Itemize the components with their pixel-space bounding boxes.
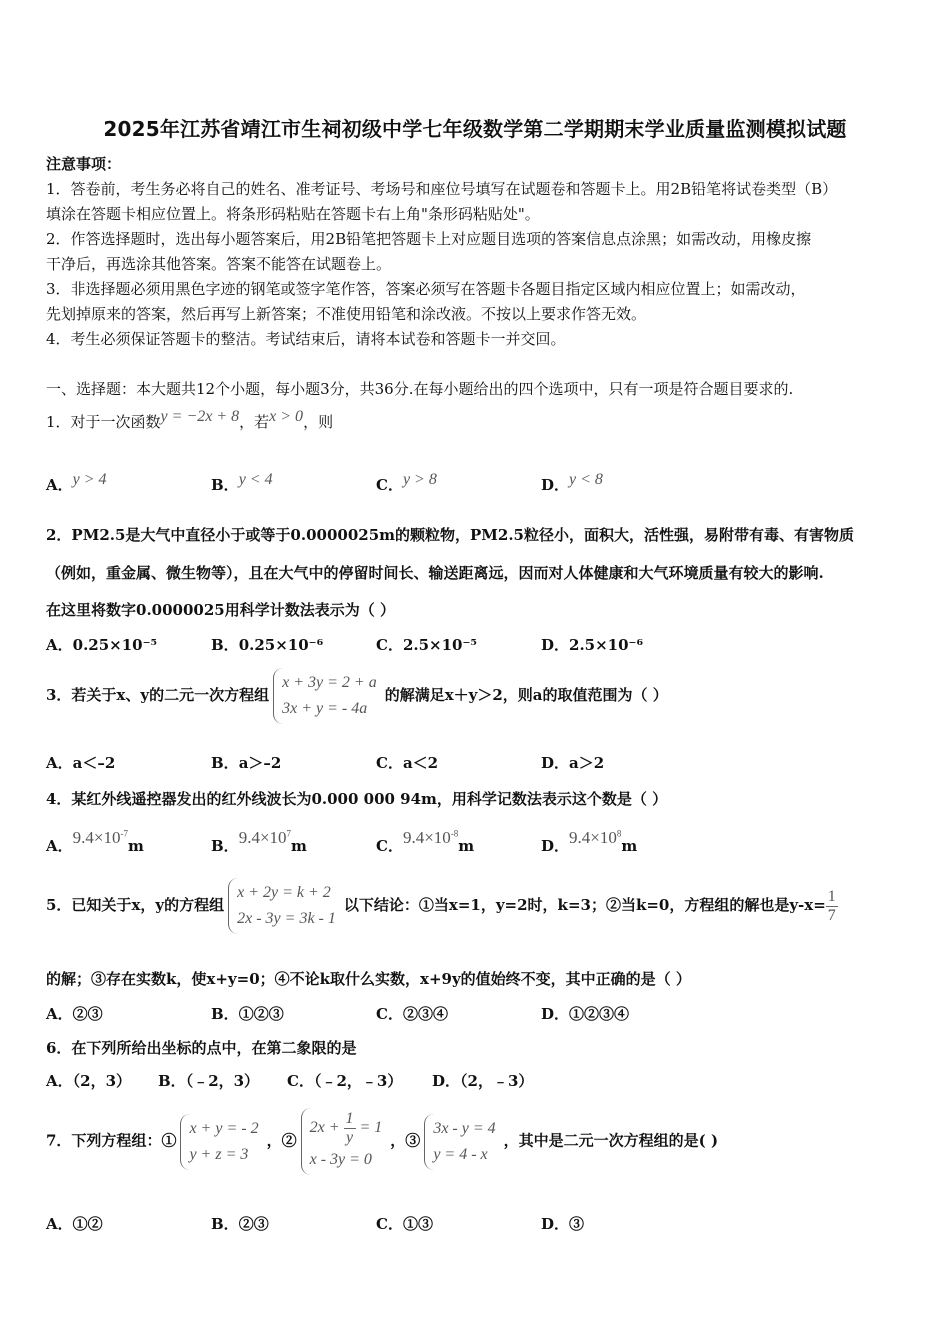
q2-line: 在这里将数字0.0000025用科学计数法表示为（ ） — [46, 601, 395, 619]
notice-line: 干净后，再选涂其他答案。答案不能答在试题卷上。 — [46, 255, 392, 273]
notice-line: 4．考生必须保证答题卡的整洁。考试结束后，请将本试卷和答题卡一并交回。 — [46, 330, 566, 348]
question-4: 4．某红外线遥控器发出的红外线波长为0.000 000 94m，用科学记数法表示这个数是（ ） — [46, 790, 668, 808]
q7-option-d[interactable]: D．③ — [541, 1215, 585, 1233]
q7-system-1: x + y = - 2 y + z = 3 — [180, 1114, 262, 1170]
q7-option-c[interactable]: C．①③ — [376, 1215, 433, 1233]
q7-system-3: 3x - y = 4 y = 4 - x — [424, 1114, 499, 1170]
q7-stem: 7．下列方程组：① — [46, 1131, 177, 1150]
q2-line: 2．PM2.5是大气中直径小于或等于0.0000025m的颗粒物，PM2.5粒径小，面积大，活性强，易附带有毒、有害物质 — [46, 526, 854, 544]
q4-option-c[interactable]: C．$9.4\times 10^{-8}m$ — [376, 828, 475, 855]
q1-option-b[interactable]: B．y < 4 — [211, 471, 273, 494]
q7-post: ，其中是二元一次方程组的是( ) — [503, 1131, 719, 1150]
notice-line: 填涂在答题卡相应位置上。将条形码粘贴在答题卡右上角"条形码粘贴处"。 — [46, 205, 540, 223]
q5-option-a[interactable]: A．②③ — [46, 1005, 103, 1023]
question-3 — [46, 668, 668, 724]
notice-line: 3．非选择题必须用黑色字迹的钢笔或签字笔作答，答案必须写在答题卡各题目指定区域内相应位置上；如需改动， — [46, 280, 806, 298]
q2-line: （例如，重金属、微生物等），且在大气中的停留时间长、输送距离远，因而对人体健康和大气环境质量有较大的影响. — [46, 564, 824, 582]
q2-option-d[interactable]: D．2.5×10⁻⁶ — [541, 636, 644, 654]
notice-line: 先划掉原来的答案，然后再写上新答案；不准使用铅笔和涂改液。不按以上要求作答无效。 — [46, 305, 647, 323]
q1-option-d[interactable]: D．y < 8 — [541, 471, 603, 494]
q1-option-c[interactable]: C．y > 8 — [376, 471, 437, 494]
q1-post: ，则 — [303, 413, 334, 431]
q5-stem: 5．已知关于x，y的方程组 — [46, 896, 225, 914]
question-6: 6．在下列所给出坐标的点中，在第二象限的是 — [46, 1039, 357, 1057]
q7-system-2: 2x + $\frac{1}{y}$ = 1 x - 3y = 0 — [301, 1108, 387, 1175]
q3-equation-system: x + 3y = 2 + a 3x + y = - 4a — [273, 668, 381, 724]
question-1 — [46, 408, 334, 432]
q1-mid: ，若 — [239, 413, 270, 431]
q5-equation-system: x + 2y = k + 2 2x - 3y = 3k - 1 — [228, 878, 340, 934]
q6-option-d[interactable]: D．（2，﹣3） — [432, 1072, 534, 1090]
q3-option-b[interactable]: B．a＞–2 — [211, 754, 282, 772]
question-7: 7．下列方程组：① x + y = - 2 y + z = 3 ，② 2x + $\frac{1}{y}$ = 1 x - 3y = 0 ，③ 3x - y = 4 y = 4 - x ，其中是二元一次方程组的是( ) — [46, 1108, 718, 1175]
q1-condition: x > 0 — [269, 408, 304, 425]
q6-option-a[interactable]: A．（2，3） — [46, 1072, 132, 1090]
q5-post: 以下结论：①当x=1，y=2时，k=3；②当k=0，方程组的解也是y-x= — [343, 896, 826, 914]
q3-option-a[interactable]: A．a＜–2 — [46, 754, 116, 772]
q4-option-d[interactable]: D．$9.4\times 10^8m$ — [541, 828, 638, 855]
q5-fraction: $\frac{1}{7}$ — [827, 887, 836, 924]
q2-option-c[interactable]: C．2.5×10⁻⁵ — [376, 636, 477, 654]
q6-option-b[interactable]: B．（﹣2，3） — [158, 1072, 260, 1090]
question-5 — [46, 878, 838, 934]
q6-option-c[interactable]: C．（﹣2，﹣3） — [287, 1072, 403, 1090]
q1-option-a[interactable]: A．y > 4 — [46, 471, 107, 494]
q3-option-d[interactable]: D．a＞2 — [541, 754, 605, 772]
q7-option-a[interactable]: A．①② — [46, 1215, 103, 1233]
q1-stem: 1．对于一次函数 — [46, 413, 161, 431]
q2-option-a[interactable]: A．0.25×10⁻⁵ — [46, 636, 158, 654]
q4-option-a[interactable]: A．$9.4\times 10^{-7}m$ — [46, 828, 144, 855]
q5-option-b[interactable]: B．①②③ — [211, 1005, 284, 1023]
notice-line: 2．作答选择题时，选出每小题答案后，用2B铅笔把答题卡上对应题目选项的答案信息点涂黑；如需改动，用橡皮擦 — [46, 230, 812, 248]
q2-option-b[interactable]: B．0.25×10⁻⁶ — [211, 636, 324, 654]
notice-line: 1．答卷前，考生务必将自己的姓名、准考证号、考场号和座位号填写在试题卷和答题卡上。用2B铅笔将试卷类型（B） — [46, 180, 838, 198]
notice-heading: 注意事项： — [46, 155, 122, 173]
q4-option-b[interactable]: B．$9.4\times 10^7m$ — [211, 828, 307, 855]
q1-function: y = −2x + 8 — [160, 408, 240, 425]
q7-option-b[interactable]: B．②③ — [211, 1215, 269, 1233]
q5-line: 的解；③存在实数k，使x+y=0；④不论k取什么实数，x+9y的值始终不变，其中正确的是（ ） — [46, 970, 691, 988]
q3-option-c[interactable]: C．a＜2 — [376, 754, 439, 772]
page-title: 2025年江苏省靖江市生祠初级中学七年级数学第二学期期末学业质量监测模拟试题 — [103, 117, 847, 141]
q5-option-d[interactable]: D．①②③④ — [541, 1005, 630, 1023]
q3-post: 的解满足x＋y＞2，则a的取值范围为（ ） — [384, 686, 668, 704]
section-heading: 一、选择题：本大题共12个小题，每小题3分，共36分.在每小题给出的四个选项中，只有一项是符合题目要求的. — [46, 380, 794, 398]
q3-stem: 3．若关于x、y的二元一次方程组 — [46, 686, 270, 704]
q5-option-c[interactable]: C．②③④ — [376, 1005, 448, 1023]
